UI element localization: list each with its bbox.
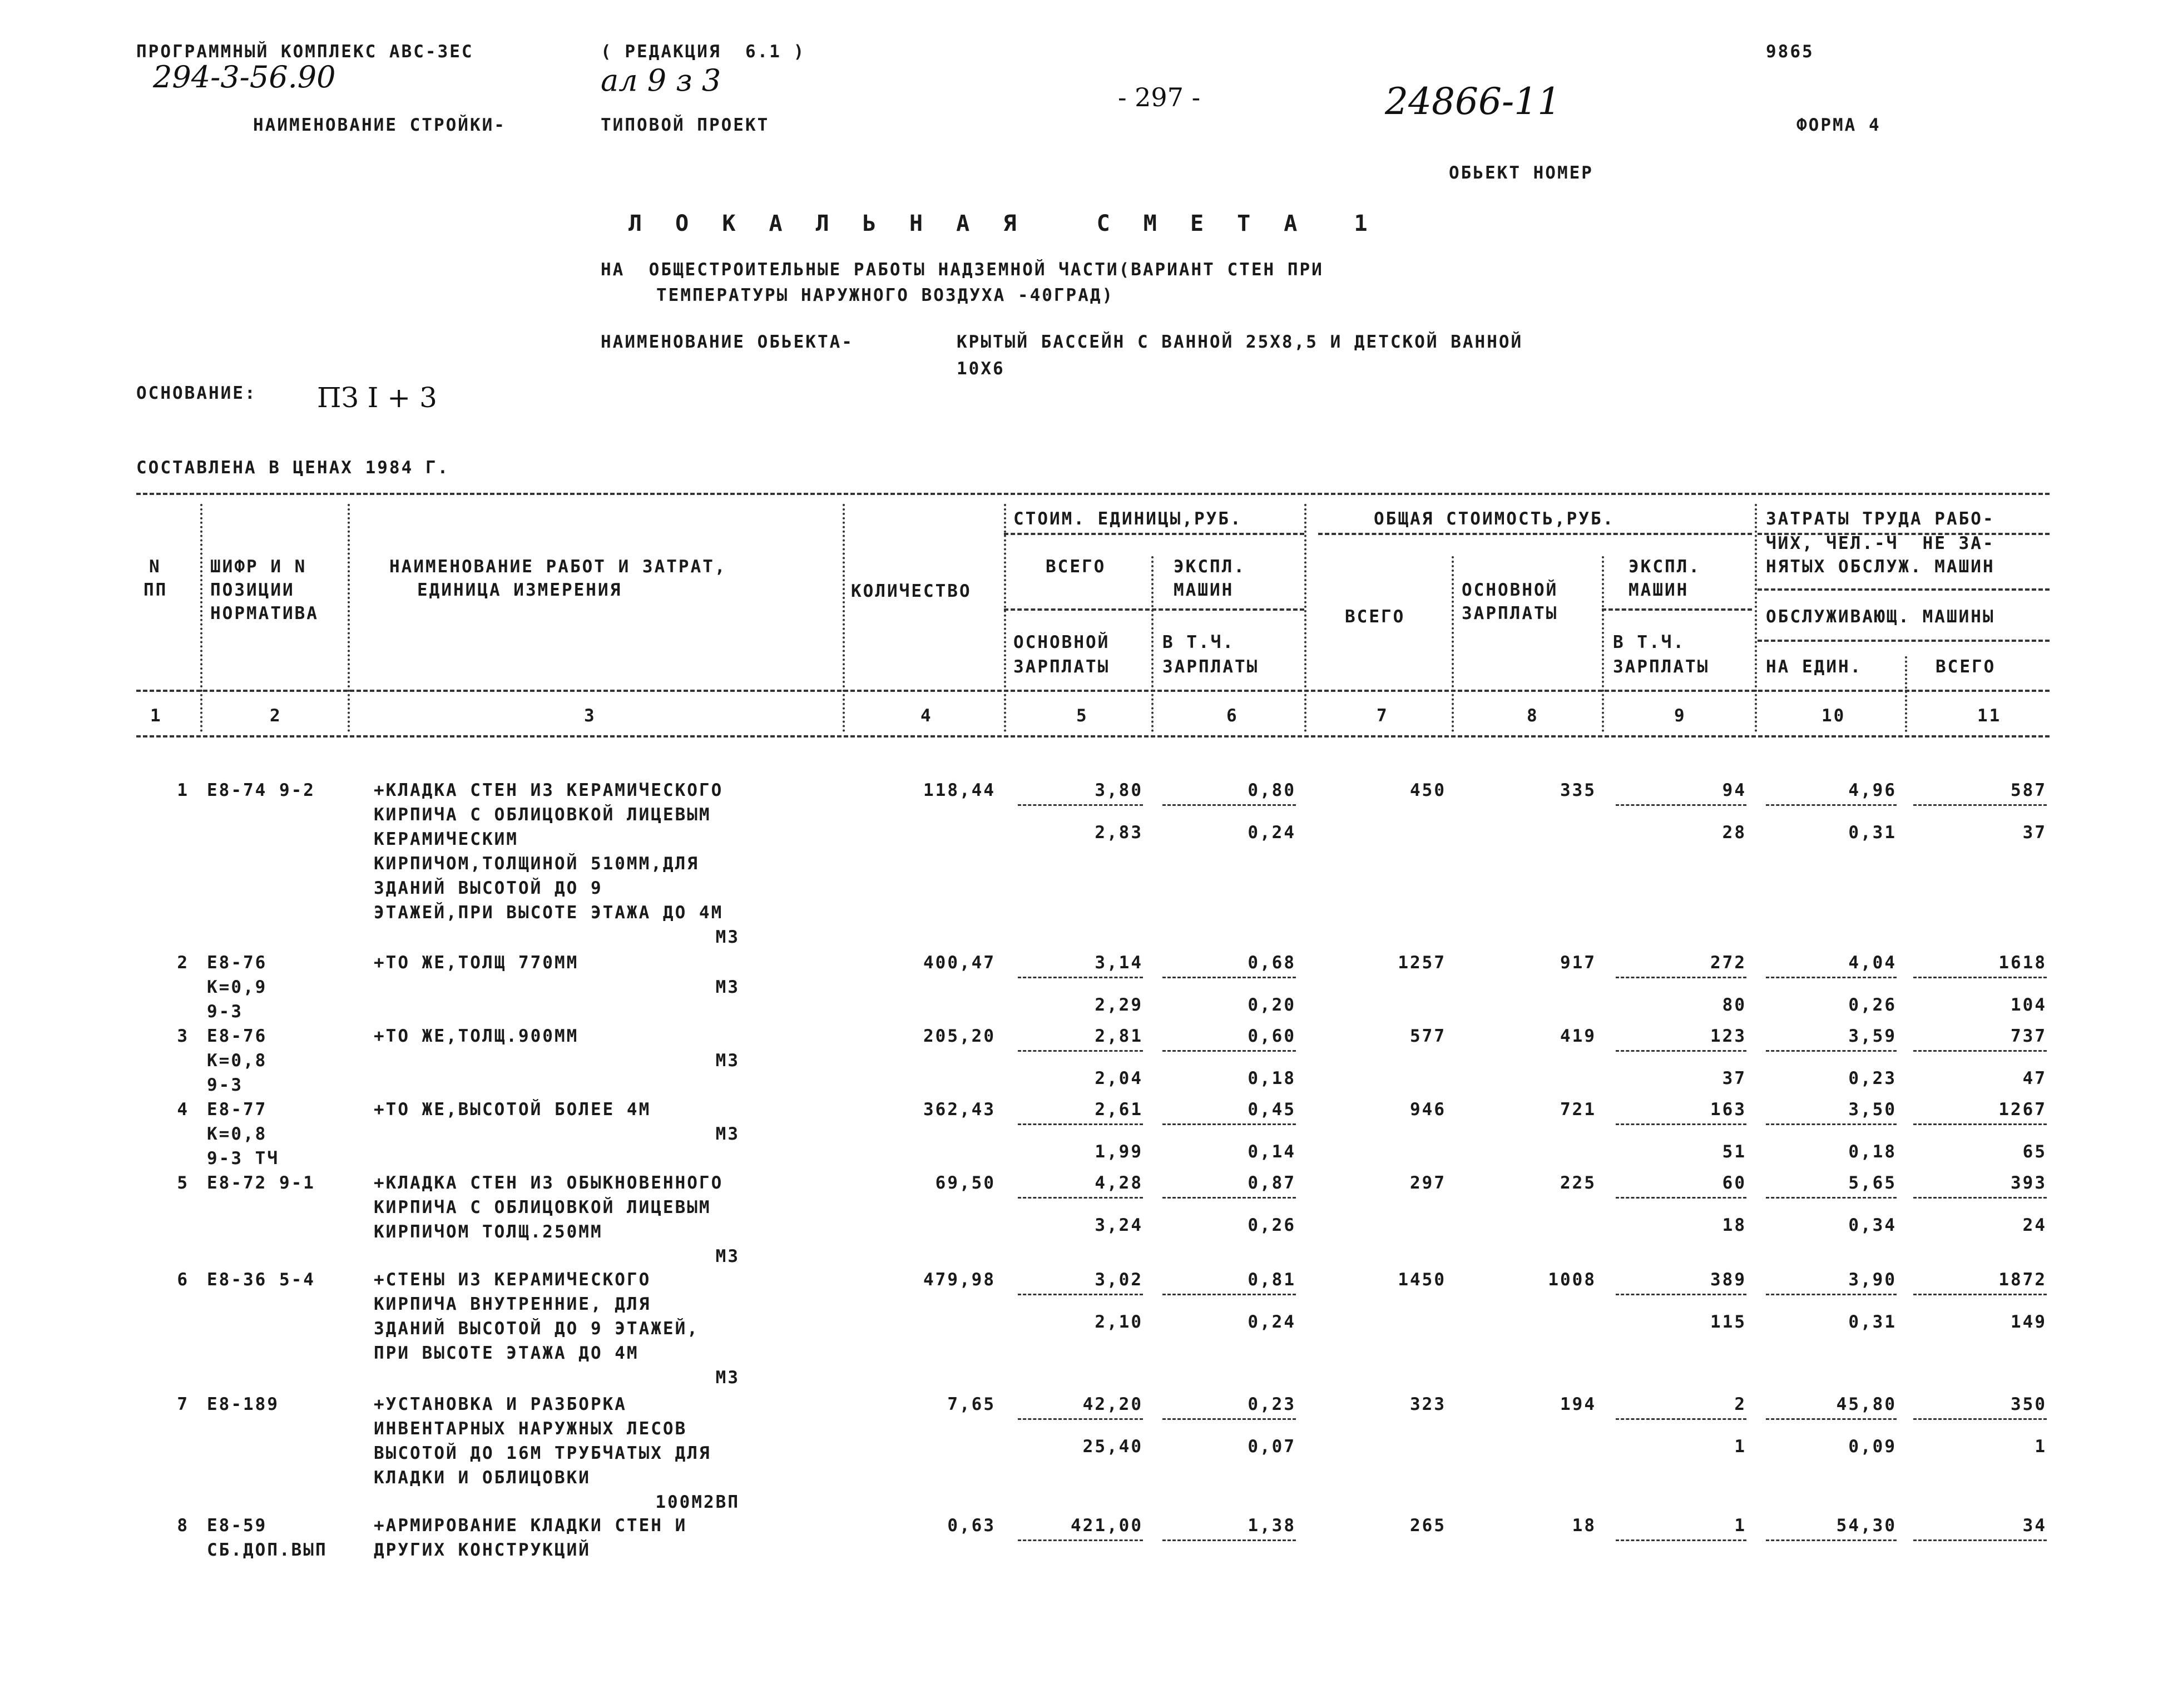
handwritten-code: 294-3-56.90 [153,60,336,95]
row-w10: 0,26 [1848,995,1897,1015]
value-separator [1162,1294,1296,1295]
row-description: КЛАДКИ И ОБЛИЦОВКИ [374,1468,591,1488]
basis-value: ПЗ I + 3 [317,382,437,414]
row-code: Е8-59 [207,1516,268,1536]
row-number: 5 [177,1173,189,1193]
value-separator [1766,1197,1897,1199]
row-v6: 0,45 [1248,1100,1296,1120]
row-qty: 69,50 [935,1173,996,1193]
row-w11: 37 [2022,823,2047,843]
row-v8: 721 [1560,1100,1596,1120]
row-w9: 51 [1722,1142,1746,1162]
machines-mid-rule [1602,608,1752,611]
work-description-line2: ТЕМПЕРАТУРЫ НАРУЖНОГО ВОЗДУХА -40ГРАД) [656,285,1115,305]
row-w9: 28 [1722,823,1746,843]
row-v5: 4,28 [1095,1173,1143,1193]
row-w11: 104 [2011,995,2047,1015]
row-v11: 1267 [1998,1100,2047,1120]
row-v8: 194 [1560,1394,1596,1414]
value-separator [1162,1197,1296,1199]
row-v6: 0,23 [1248,1394,1296,1414]
row-code: Е8-74 9-2 [207,780,315,800]
hdr-unit-total: ВСЕГО [1046,557,1106,577]
hdr-col3-l1: НАИМЕНОВАНИЕ РАБОТ И ЗАТРАТ, [389,557,727,577]
col-separator [1755,504,1757,732]
row-code: Е8-36 5-4 [207,1270,315,1290]
row-w9: 80 [1722,995,1746,1015]
value-separator [1766,977,1897,978]
row-w5: 2,29 [1095,995,1143,1015]
value-separator [1018,977,1143,978]
value-separator [1018,1418,1143,1420]
col-separator [1004,504,1006,732]
row-v6: 0,81 [1248,1270,1296,1290]
row-v9: 389 [1710,1270,1746,1290]
hdr-col2-l2: ПОЗИЦИИ [210,580,295,600]
row-qty: 7,65 [947,1394,996,1414]
row-code: Е8-77 [207,1100,268,1120]
colnum-8: 8 [1527,706,1539,726]
row-w6: 0,24 [1248,1312,1296,1332]
row-v11: 1872 [1998,1270,2047,1290]
row-code: К=0,8 [207,1051,268,1071]
value-separator [1018,1050,1143,1052]
row-code: 9-3 ТЧ [207,1148,279,1169]
object-name-label: НАИМЕНОВАНИЕ ОБЬЕКТА- [601,332,854,352]
hdr-total-machines-l2: МАШИН [1629,580,1689,600]
row-code: Е8-72 9-1 [207,1173,315,1193]
row-w5: 1,99 [1095,1142,1143,1162]
colnum-9: 9 [1674,706,1686,726]
handwritten-album: ал 9 з 3 [601,63,721,98]
value-separator [1766,1050,1897,1052]
row-description: КИРПИЧА ВНУТРЕННИЕ, ДЛЯ [374,1294,651,1314]
row-w6: 0,20 [1248,995,1296,1015]
row-description: +КЛАДКА СТЕН ИЗ ОБЫКНОВЕННОГО [374,1173,724,1193]
build-name-value: ТИПОВОЙ ПРОЕКТ [601,115,770,135]
col-separator [1602,556,1604,732]
value-separator [1766,1539,1897,1541]
row-v10: 5,65 [1848,1173,1897,1193]
hdr-col4: КОЛИЧЕСТВО [851,581,972,601]
hdr-total-wage-l1: ОСНОВНОЙ [1462,580,1558,600]
row-description: ЗДАНИЙ ВЫСОТОЙ ДО 9 [374,878,603,898]
row-code: 9-3 [207,1002,243,1022]
prices-basis: СОСТАВЛЕНА В ЦЕНАХ 1984 Г. [136,458,450,478]
build-name-label: НАИМЕНОВАНИЕ СТРОЙКИ- [253,115,506,135]
row-description: КИРПИЧА С ОБЛИЦОВКОЙ ЛИЦЕВЫМ [374,805,711,825]
row-qty: 118,44 [923,780,996,800]
value-separator [1616,804,1746,806]
row-unit: М3 [715,1368,740,1388]
row-number: 4 [177,1100,189,1120]
row-description: КЕРАМИЧЕСКИМ [374,829,518,849]
row-qty: 0,63 [947,1516,996,1536]
value-separator [1616,1294,1746,1295]
col-separator [1452,556,1454,732]
row-description: КИРПИЧОМ,ТОЛЩИНОЙ 510ММ,ДЛЯ [374,854,699,874]
labor-mid-rule1 [1758,588,2050,591]
row-v8: 917 [1560,953,1596,973]
colnum-4: 4 [920,706,933,726]
row-description: +ТО ЖЕ,ВЫСОТОЙ БОЛЕЕ 4М [374,1100,651,1120]
value-separator [1766,1418,1897,1420]
row-description: +АРМИРОВАНИЕ КЛАДКИ СТЕН И [374,1516,687,1536]
row-v7: 577 [1410,1026,1446,1046]
row-w11: 1 [2035,1437,2047,1457]
doc-number: 9865 [1766,42,1814,62]
row-v10: 45,80 [1836,1394,1897,1414]
row-w9: 37 [1722,1068,1746,1088]
row-unit: М3 [715,1124,740,1144]
row-v11: 393 [2011,1173,2047,1193]
row-code: Е8-76 [207,953,268,973]
hdr-unit-wage-l2: ЗАРПЛАТЫ [1013,657,1110,677]
row-v9: 163 [1710,1100,1746,1120]
row-w10: 0,09 [1848,1437,1897,1457]
row-w11: 47 [2022,1068,2047,1088]
row-description: +КЛАДКА СТЕН ИЗ КЕРАМИЧЕСКОГО [374,780,724,800]
row-v6: 0,87 [1248,1173,1296,1193]
hdr-total-cost: ОБЩАЯ СТОИМОСТЬ,РУБ. [1374,509,1615,529]
form-label: ФОРМА 4 [1796,115,1881,135]
value-separator [1913,1123,2047,1125]
row-description: +ТО ЖЕ,ТОЛЩ 770ММ [374,953,579,973]
row-w6: 0,24 [1248,823,1296,843]
value-separator [1616,1539,1746,1541]
value-separator [1913,977,2047,978]
row-code: К=0,8 [207,1124,268,1144]
row-v5: 3,02 [1095,1270,1143,1290]
row-qty: 205,20 [923,1026,996,1046]
row-v8: 335 [1560,780,1596,800]
row-w11: 65 [2022,1142,2047,1162]
value-separator [1018,1123,1143,1125]
value-separator [1162,1539,1296,1541]
value-separator [1616,1197,1746,1199]
value-separator [1018,1197,1143,1199]
row-v5: 3,80 [1095,780,1143,800]
row-unit: М3 [715,1051,740,1071]
row-v9: 60 [1722,1173,1746,1193]
row-number: 2 [177,953,189,973]
row-w11: 24 [2022,1215,2047,1235]
hdr-unit-cost: СТОИМ. ЕДИНИЦЫ,РУБ. [1013,509,1243,529]
value-separator [1913,1050,2047,1052]
colnum-7: 7 [1377,706,1389,726]
unit-cost-rule [1004,533,1304,535]
value-separator [1766,1294,1897,1295]
row-v10: 4,96 [1848,780,1897,800]
total-cost-rule [1318,533,1752,535]
table-top-rule [136,493,2050,495]
row-code: 9-3 [207,1075,243,1095]
hdr-total-wage-l2: ЗАРПЛАТЫ [1462,603,1558,623]
row-number: 6 [177,1270,189,1290]
row-w6: 0,07 [1248,1437,1296,1457]
row-description: ИНВЕНТАРНЫХ НАРУЖНЫХ ЛЕСОВ [374,1419,687,1439]
row-w5: 3,24 [1095,1215,1143,1235]
row-v11: 350 [2011,1394,2047,1414]
row-v5: 421,00 [1071,1516,1143,1536]
row-v8: 18 [1572,1516,1596,1536]
row-v9: 2 [1734,1394,1746,1414]
hdr-unit-wage-l1: ОСНОВНОЙ [1013,632,1110,652]
row-description: +ТО ЖЕ,ТОЛЩ.900ММ [374,1026,579,1046]
row-unit: 100М2ВП [655,1492,740,1512]
col-separator [1151,556,1154,732]
row-w10: 0,34 [1848,1215,1897,1235]
page-title: Л О К А Л Ь Н А Я С М Е Т А 1 [628,211,1378,236]
hdr-total-incl-l1: В Т.Ч. [1613,632,1685,652]
row-qty: 362,43 [923,1100,996,1120]
row-number: 8 [177,1516,189,1536]
row-v7: 1257 [1398,953,1446,973]
row-v7: 323 [1410,1394,1446,1414]
colnum-2: 2 [270,706,282,726]
row-description: ЭТАЖЕЙ,ПРИ ВЫСОТЕ ЭТАЖА ДО 4М [374,903,724,923]
value-separator [1162,1418,1296,1420]
row-v8: 1008 [1548,1270,1596,1290]
row-w6: 0,14 [1248,1142,1296,1162]
object-name-line2: 10Х6 [957,359,1005,379]
hdr-unit-machines-l2: МАШИН [1174,580,1234,600]
hdr-labor-l3: НЯТЫХ ОБСЛУЖ. МАШИН [1766,557,1995,577]
row-v7: 265 [1410,1516,1446,1536]
row-description: ВЫСОТОЙ ДО 16М ТРУБЧАТЫХ ДЛЯ [374,1443,711,1463]
row-v10: 3,50 [1848,1100,1897,1120]
row-v10: 3,59 [1848,1026,1897,1046]
col-separator [200,504,202,732]
row-description: ДРУГИХ КОНСТРУКЦИЙ [374,1540,591,1560]
row-w5: 2,83 [1095,823,1143,843]
value-separator [1766,1123,1897,1125]
value-separator [1616,977,1746,978]
row-w10: 0,23 [1848,1068,1897,1088]
row-v5: 42,20 [1082,1394,1143,1414]
program-name: ПРОГРАММНЫЙ КОМПЛЕКС АВС-ЗЕС [136,42,474,62]
hdr-col1-l1: N [149,557,161,577]
hdr-labor-unit: НА ЕДИН. [1766,657,1863,677]
hdr-labor-l2: ЧИХ, ЧЕЛ.-Ч НЕ ЗА- [1766,533,1995,553]
value-separator [1913,1294,2047,1295]
colnum-5: 5 [1076,706,1088,726]
row-w10: 0,18 [1848,1142,1897,1162]
hdr-total-all: ВСЕГО [1345,607,1405,627]
row-w10: 0,31 [1848,823,1897,843]
value-separator [1018,804,1143,806]
hdr-unit-incl-l1: В Т.Ч. [1162,632,1235,652]
value-separator [1913,1418,2047,1420]
basis-label: ОСНОВАНИЕ: [136,383,257,403]
row-v5: 2,61 [1095,1100,1143,1120]
object-number-label: ОБЬЕКТ НОМЕР [1449,163,1593,183]
hdr-unit-incl-l2: ЗАРПЛАТЫ [1162,657,1259,677]
row-v11: 587 [2011,780,2047,800]
hdr-unit-machines-l1: ЭКСПЛ. [1174,557,1246,577]
row-description: КИРПИЧОМ ТОЛЩ.250ММ [374,1222,603,1242]
colnum-6: 6 [1226,706,1239,726]
page-number: - 297 - [1118,82,1201,112]
row-code: Е8-76 [207,1026,268,1046]
unit-cost-mid-rule [1004,608,1304,611]
col-separator [348,504,350,732]
row-w5: 25,40 [1082,1437,1143,1457]
row-v10: 54,30 [1836,1516,1897,1536]
value-separator [1616,1123,1746,1125]
row-v6: 1,38 [1248,1516,1296,1536]
colnum-10: 10 [1821,706,1846,726]
row-v11: 737 [2011,1026,2047,1046]
col-separator [843,504,845,732]
colnum-3: 3 [584,706,596,726]
row-v8: 225 [1560,1173,1596,1193]
value-separator [1616,1050,1746,1052]
header-bottom-rule [136,690,2050,692]
value-separator [1913,1539,2047,1541]
row-w10: 0,31 [1848,1312,1897,1332]
hdr-col2-l3: НОРМАТИВА [210,603,319,623]
row-v7: 450 [1410,780,1446,800]
row-description: КИРПИЧА С ОБЛИЦОВКОЙ ЛИЦЕВЫМ [374,1197,711,1217]
row-v6: 0,60 [1248,1026,1296,1046]
row-unit: М3 [715,977,740,997]
row-v9: 272 [1710,953,1746,973]
row-v9: 94 [1722,780,1746,800]
row-v5: 2,81 [1095,1026,1143,1046]
row-v7: 297 [1410,1173,1446,1193]
row-code: К=0,9 [207,977,268,997]
row-qty: 400,47 [923,953,996,973]
row-unit: М3 [715,927,740,947]
value-separator [1162,804,1296,806]
hdr-total-incl-l2: ЗАРПЛАТЫ [1613,657,1710,677]
row-code: Е8-189 [207,1394,279,1414]
row-v11: 34 [2022,1516,2047,1536]
row-description: +УСТАНОВКА И РАЗБОРКА [374,1394,627,1414]
row-number: 3 [177,1026,189,1046]
edition: ( РЕДАКЦИЯ 6.1 ) [601,42,806,62]
work-description-line1: НА ОБЩЕСТРОИТЕЛЬНЫЕ РАБОТЫ НАДЗЕМНОЙ ЧАСТИ(ВАРИАНТ СТЕН ПРИ [601,260,1324,280]
row-v6: 0,68 [1248,953,1296,973]
value-separator [1018,1539,1143,1541]
row-w9: 115 [1710,1312,1746,1332]
row-v5: 3,14 [1095,953,1143,973]
row-w6: 0,26 [1248,1215,1296,1235]
row-unit: М3 [715,1246,740,1266]
row-v6: 0,80 [1248,780,1296,800]
row-w5: 2,04 [1095,1068,1143,1088]
row-v10: 4,04 [1848,953,1897,973]
handwritten-number: 24866-11 [1385,80,1561,123]
hdr-labor-l1: ЗАТРАТЫ ТРУДА РАБО- [1766,509,1995,529]
row-v7: 1450 [1398,1270,1446,1290]
row-w5: 2,10 [1095,1312,1143,1332]
value-separator [1913,1197,2047,1199]
value-separator [1616,1418,1746,1420]
row-description: ЗДАНИЙ ВЫСОТОЙ ДО 9 ЭТАЖЕЙ, [374,1319,699,1339]
row-w9: 18 [1722,1215,1746,1235]
hdr-col3-l2: ЕДИНИЦА ИЗМЕРЕНИЯ [417,580,622,600]
row-w9: 1 [1734,1437,1746,1457]
row-v8: 419 [1560,1026,1596,1046]
value-separator [1913,804,2047,806]
value-separator [1018,1294,1143,1295]
hdr-labor-service: ОБСЛУЖИВАЮЩ. МАШИНЫ [1766,607,1995,627]
value-separator [1162,1050,1296,1052]
labor-mid-rule2 [1758,640,2050,642]
row-code: СБ.ДОП.ВЫП [207,1540,328,1560]
value-separator [1162,1123,1296,1125]
hdr-total-machines-l1: ЭКСПЛ. [1629,557,1701,577]
colnum-11: 11 [1977,706,2002,726]
colnum-1: 1 [150,706,162,726]
row-w11: 149 [2011,1312,2047,1332]
row-description: +СТЕНЫ ИЗ КЕРАМИЧЕСКОГО [374,1270,651,1290]
hdr-col1-l2: ПП [143,580,168,600]
col-separator [1905,656,1907,732]
row-number: 1 [177,780,189,800]
row-v9: 1 [1734,1516,1746,1536]
col-separator [1304,504,1306,732]
row-qty: 479,98 [923,1270,996,1290]
colnum-bottom-rule [136,735,2050,737]
row-number: 7 [177,1394,189,1414]
row-w6: 0,18 [1248,1068,1296,1088]
row-v7: 946 [1410,1100,1446,1120]
row-v10: 3,90 [1848,1270,1897,1290]
value-separator [1162,977,1296,978]
hdr-col2-l1: ШИФР И N [210,557,307,577]
row-v9: 123 [1710,1026,1746,1046]
value-separator [1766,804,1897,806]
object-name-line1: КРЫТЫЙ БАССЕЙН С ВАННОЙ 25Х8,5 И ДЕТСКОЙ ВАННОЙ [957,332,1523,352]
hdr-labor-total: ВСЕГО [1936,657,1996,677]
row-description: ПРИ ВЫСОТЕ ЭТАЖА ДО 4М [374,1343,639,1363]
row-v11: 1618 [1998,953,2047,973]
